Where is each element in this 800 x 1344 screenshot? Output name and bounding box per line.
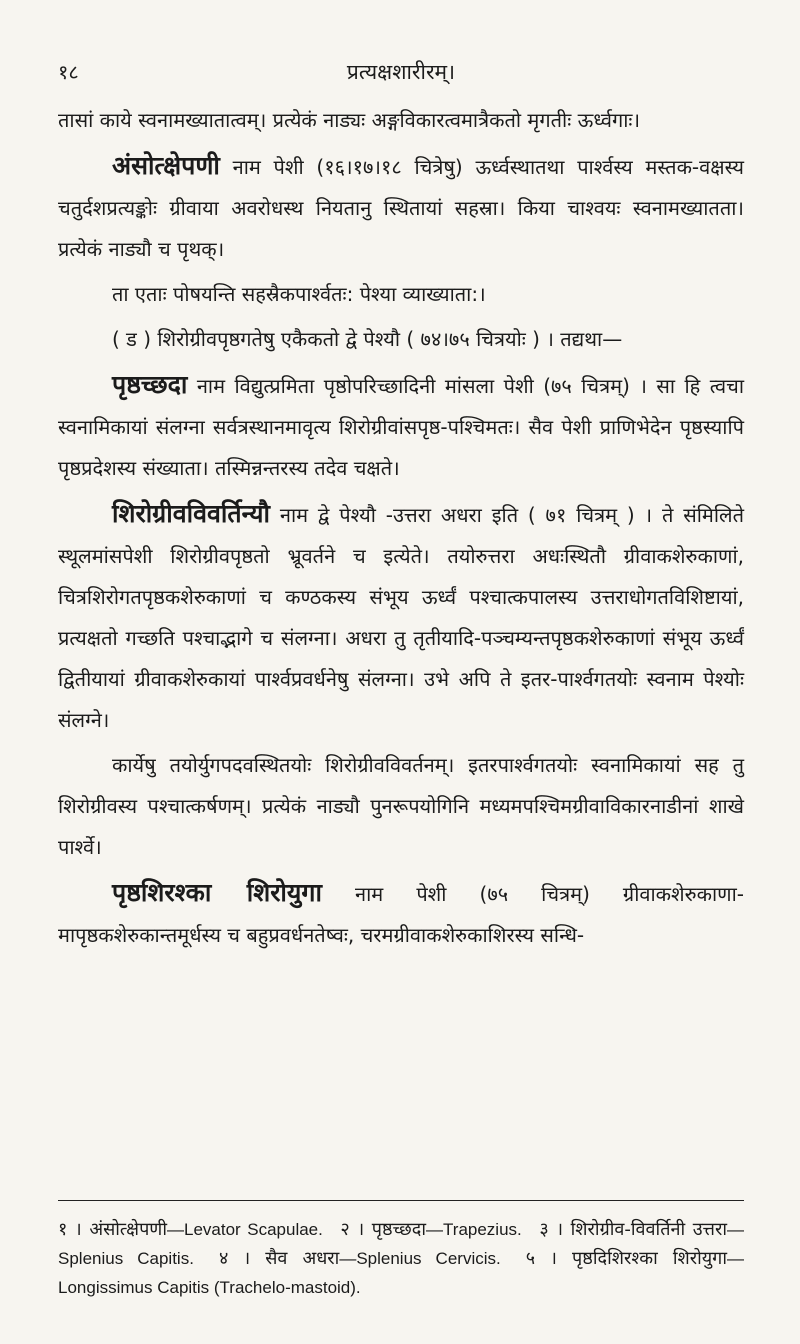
footnote-term: अंसोत्क्षेपणी [89,1219,167,1240]
footnote-1 [58,1219,330,1240]
paragraph-4 [58,319,744,360]
footnote-term: शिरोग्रीव-विवर्तिनी उत्तरा [570,1219,728,1240]
footnote-latin: —Splenius Capitis. [58,1220,745,1268]
term-heading: अंसोत्क्षेपणी [112,151,220,180]
term-heading: पृष्ठच्छदा [112,370,188,399]
footnote-number: ४ । [218,1248,251,1269]
footnote-term: पृष्ठच्छदा [371,1219,427,1240]
footnote-2 [340,1219,529,1240]
footnote-latin: —Trapezius. [426,1220,522,1239]
footnote-term: पृष्ठदिशिरश्का शिरोयुगा [572,1248,727,1269]
term-heading: शिरोग्रीवविवर्तिन्यौ [112,499,271,528]
paragraph-text: तासां काये स्वनामख्यातात्वम्। प्रत्येकं नाड्यः अङ्गविकारत्वमात्रैकतो मृगतीः ऊर्ध्वगाः। [58,108,641,132]
paragraph-text: कार्येषु तयोर्युगपदवस्थितयोः शिरोग्रीवविवर्तनम्। इतरपार्श्वगतयोः स्वनामिकायां सह तु शिरोग्रीवस्य पश्चात्कर्षणम्। प्रत्येकं नाड्यौ पुनरूपयोगिनि मध्यमपश्चिमग्रीवाविकारनाडीनां शाखे पार्श्वे। [58,753,744,859]
page-header [58,58,744,92]
paragraph-text: नाम पेशी (७५ चित्रम्) ग्रीवाकशेरुकाणा-मापृष्ठकशेरुकान्तमूर्धस्य च बहुप्रवर्धनतेष्वः, चरमग्रीवाकशेरुकाशिरस्य सन्धि- [58,882,745,947]
footnote-number: २ । [340,1219,365,1240]
footnote-4 [219,1248,516,1269]
document-page [58,58,744,1298]
footnote-latin: —Longissimus Capitis (Trachelo-mastoid). [58,1249,744,1297]
paragraph-text: नाम द्वे पेश्यौ -उत्तरा अधरा इति ( ७१ चित्रम् ) । ते संमिलिते स्थूलमांसपेशी शिरोग्रीवपृष्ठतो भ्रूवर्तने च इत्येते। तयोरुत्तरा अधःस्थितौ ग्रीवाकशेरुकाणां, चित्रशिरोगतपृष्ठकशेरुकाणां च कण्ठकस्य संभूय ऊर्ध्वं पश्चात्कपालस्य उत्तराधोगतविशिष्टायां, प्रत्यक्षतो गच्छति पश्चाद्भागे च संलग्ना। अधरा तु तृतीयादि-पञ्चम्यन्तपृष्ठकशेरुकाणां संभूय ऊर्ध्वं द्वितीयायां ग्रीवाकशेरुकायां पार्श्वप्रवर्धनेषु संलग्ना। उभे अपि ते इतर-पार्श्वगतयोः स्वनाम पेश्योः संलग्ने। [58,503,744,732]
footnote-latin: —Levator Scapulae. [166,1220,323,1239]
footnote-term: सैव अधरा [265,1248,340,1269]
paragraph-5 [58,364,744,489]
paragraph-3 [58,274,744,315]
running-title: प्रत्यक्षशारीरम्। [346,60,456,84]
footnote-number: ५ । [525,1248,557,1269]
paragraph-6 [58,493,744,741]
paragraph-text: ( ड ) शिरोग्रीवपृष्ठगतेषु एकैकतो द्वे पेश्यौ ( ७४।७५ चित्रयोः ) । तद्यथा— [112,327,623,351]
page-number: १८ [58,60,79,84]
paragraph-text: नाम पेशी (१६।१७।१८ चित्रेषु) ऊर्ध्वस्थातथा पार्श्वस्य मस्तक-वक्षस्य चतुर्दशप्रत्यङ्कोः ग्रीवाया अवरोधस्थ नियतानु स्थितायां सहस्रा। किया चाश्वयः स्वनामख्यातता। प्रत्येकं नाड्यौ च पृथक्। [58,155,744,261]
footnote-latin: —Splenius Cervicis. [339,1249,501,1268]
paragraph-text: ता एताः पोषयन्ति सहस्रैकपार्श्वतः: पेश्या व्याख्याता:। [112,282,486,306]
footnote-divider [58,1200,744,1201]
paragraph-7 [58,745,744,868]
paragraph-8 [58,872,744,956]
term-heading: पृष्ठशिरश्का शिरोयुगा [112,878,322,907]
paragraph-1 [58,100,744,141]
paragraph-2 [58,145,744,270]
footnote-number: १ । [58,1219,82,1240]
paragraph-text: नाम विद्युत्प्रमिता पृष्ठोपरिच्छादिनी मांसला पेशी (७५ चित्रम्) । सा हि त्वचा स्वनामिकायां संलग्ना सर्वत्रस्थानमावृत्य शिरोग्रीवांसपृष्ठ-पश्चिमतः। सैव पेशी प्राणिभेदेन पृष्ठस्यापि पृष्ठप्रदेशस्य संख्याता। तस्मिन्नन्तरस्य तदेव चक्षते। [58,374,744,480]
footnotes [58,1215,744,1302]
footnote-number: ३ । [539,1219,564,1240]
main-text [58,100,744,956]
